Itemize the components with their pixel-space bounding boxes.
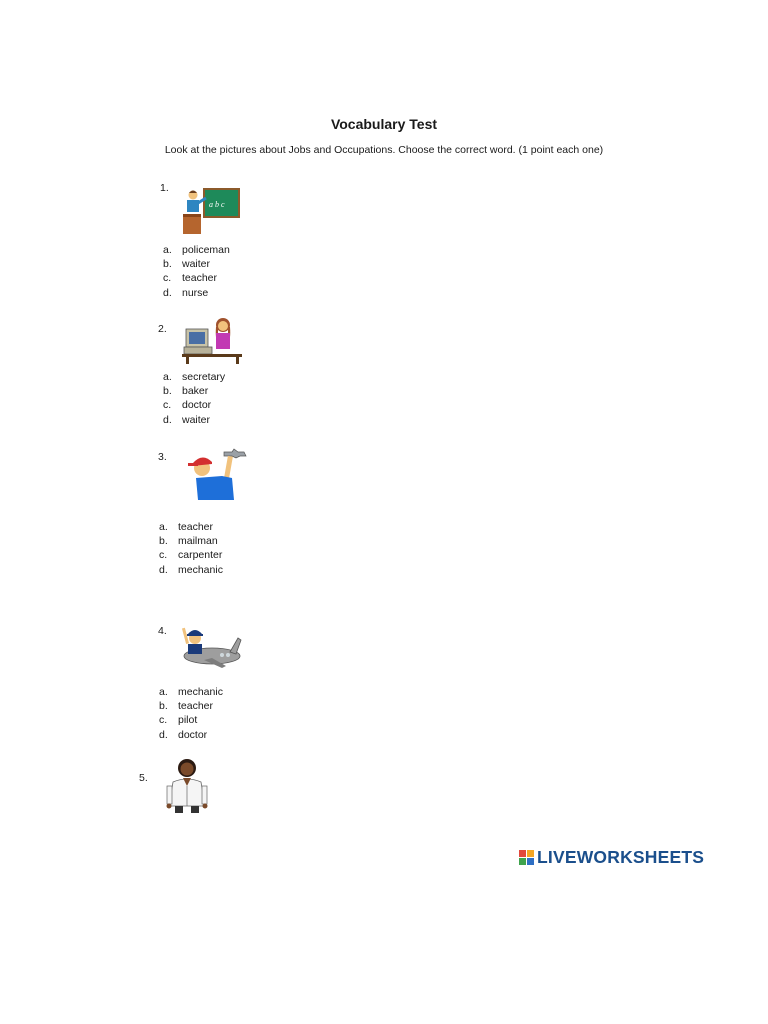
answer-option[interactable]: d. mechanic — [159, 563, 223, 576]
answer-option[interactable]: a. mechanic — [159, 686, 223, 698]
answer-option[interactable]: b. waiter — [163, 258, 211, 271]
answer-option[interactable]: a. policeman — [163, 244, 230, 256]
logo-text: LIVEWORKSHEETS — [537, 846, 705, 867]
mechanic-with-wrench-picture — [186, 448, 250, 504]
answer-option[interactable]: d. waiter — [163, 413, 211, 426]
question-2-options — [163, 370, 225, 427]
question-1-options — [163, 243, 230, 300]
answer-option[interactable]: c. pilot — [159, 714, 198, 727]
question-1-number: 1. — [160, 182, 169, 194]
answer-option[interactable]: d. doctor — [159, 728, 208, 741]
instructions: Look at the pictures about Jobs and Occupations. Choose the correct word. (1 point each one) — [164, 144, 604, 156]
question-5-number: 5. — [139, 772, 148, 784]
question-2-number: 2. — [158, 323, 167, 335]
question-3-number: 3. — [158, 451, 167, 463]
page-title: Vocabulary Test — [330, 116, 438, 132]
liveworksheets-logo-icon — [519, 850, 534, 865]
secretary-at-computer-picture — [182, 313, 246, 365]
chalkboard-text: a b c — [209, 200, 225, 209]
answer-option[interactable]: d. nurse — [163, 286, 209, 299]
doctor-in-white-coat-picture — [161, 756, 213, 814]
teacher-at-chalkboard-picture — [180, 186, 242, 236]
pilot-in-airplane-picture — [178, 622, 242, 672]
answer-option[interactable]: b. baker — [163, 385, 209, 398]
answer-option[interactable]: b. mailman — [159, 535, 218, 548]
answer-option[interactable]: b. teacher — [159, 700, 214, 713]
answer-option[interactable]: c. doctor — [163, 399, 212, 412]
answer-option[interactable]: a. secretary — [163, 371, 226, 383]
question-3-options — [159, 520, 223, 577]
answer-option[interactable]: a. teacher — [159, 521, 214, 533]
answer-option[interactable]: c. teacher — [163, 272, 218, 285]
liveworksheets-logo[interactable] — [519, 846, 704, 868]
answer-option[interactable]: c. carpenter — [159, 549, 223, 562]
question-4-options — [159, 685, 223, 742]
question-4-number: 4. — [158, 625, 167, 637]
